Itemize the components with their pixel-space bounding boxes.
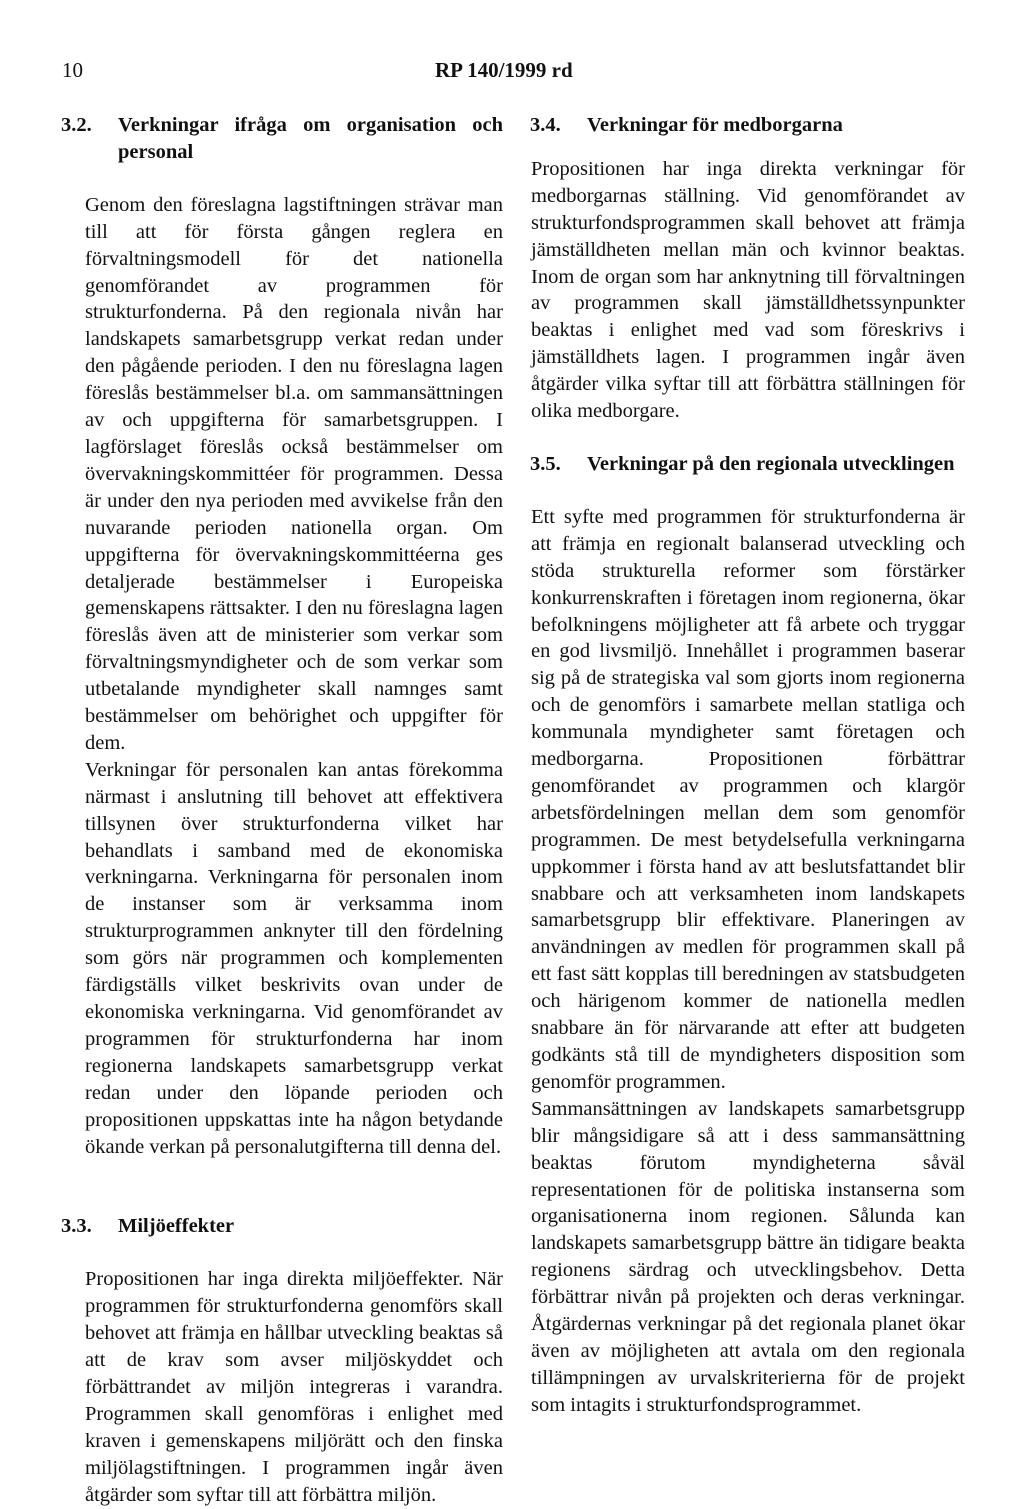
section-3-4-heading (531, 112, 965, 139)
section-3-3-paragraph-1: Propositionen har inga direkta miljöeffekter. När programmen för strukturfonderna genomförs skall behovet att främja en hållbar utveckling beaktas så att de krav som avser miljöskyddet och förbättrandet av miljön integreras i varandra. Programmen skall genomföras i enlighet med kraven i gemenskapens miljörätt och den finska miljölagstiftningen. I programmen ingår även åtgärder som syftar till att förbättra miljön. (85, 1268, 503, 1506)
section-number: 3.5. (530, 452, 561, 475)
section-3-2-paragraph-1: Genom den föreslagna lagstiftningen strävar man till att för första gången reglera en förvaltningsmodell för det nationella genomförandet av programmen för strukturfonderna. På den regionala nivån har landskapets samarbetsgrupp verkat redan under den pågående perioden. I den nu föreslagna lagen föreslås bestämmelser bl.a. om sammansättningen av och uppgifterna för samarbetsgruppen. I lagförslaget föreslås också bestämmelser om övervakningskommittéer för programmen. Dessa är under den nya perioden med avvikelse från den nuvarande perioden nationella organ. Om uppgifterna för övervakningskommittéerna ges detaljerade bestämmelser i Europeiska gemenskapens rättsakter. I den nu föreslagna lagen föreslås även att de ministerier som verkar som förvaltningsmyndigheter och de som verkar som utbetalande myndigheter skall namnges samt bestämmelser om behörighet och uppgifter för dem. (85, 193, 503, 754)
section-number: 3.4. (530, 114, 561, 136)
section-title: Verkningar för medborgarna (587, 114, 843, 136)
section-title: Miljöeffekter (118, 1215, 235, 1238)
right-column (531, 112, 965, 1419)
section-3-5-paragraph-2: Sammansättningen av landskapets samarbetsgrupp blir mångsidigare så att i dess sammansättning beaktas förutom myndigheterna såväl representationen för de politiska instanserna som organisationerna inom regionen. Sålunda kan landskapets samarbetsgrupp bättre än tidigare beakta regionens särdrag och utvecklingsbehov. Detta förbättrar nivån på projekten och deras verkningar. Åtgärdernas verkningar på det regionala planet ökar även av möjligheten att avtala om den regionala tillämpningen av urvalskriterierna för de projekt som intagits i strukturfondsprogrammet. (531, 1097, 965, 1416)
section-3-2-heading (61, 112, 503, 166)
section-3-5-paragraph-1: Ett syfte med programmen för strukturfonderna är att främja en regionalt balanserad utveckling och stöda strukturella reformer som förstärker konkurrenskraften i företagen inom regionerna, ökar befolkningens möjligheter att få arbete och tryggar en god livsmiljö. Innehållet i programmen baserar sig på de strategiska val som gjorts inom regionerna och de genomförs i samarbete mellan statliga och kommunala myndigheter samt företagen och medborgarna. Propositionen förbättrar genomförandet av programmen och klargör arbetsfördelningen mellan dem som genomför programmen. De mest betydelsefulla verkningarna uppkommer i första hand av att beslutsfattandet blir snabbare och att verksamheten inom landskapets samarbetsgrupp blir effektivare. Planeringen av användningen av medlen för programmen skall på ett fast sätt kopplas till beredningen av statsbudgeten och härigenom kommer de nationella medlen snabbare än för närvarande att efter att budgeten godkänts stå till de myndigheters disposition som genomför programmen. (531, 505, 965, 1093)
section-number: 3.3. (61, 1215, 92, 1238)
section-3-3-heading (61, 1213, 503, 1240)
section-title: Verkningar på den regionala utvecklingen (587, 452, 955, 475)
section-title: Verkningar ifråga om organisation och personal (118, 114, 503, 163)
page-number: 10 (62, 58, 83, 82)
section-number: 3.2. (61, 114, 92, 136)
left-column (61, 112, 503, 1509)
section-3-2-paragraph-2: Verkningar för personalen kan antas förekomma närmast i anslutning till behovet att effektivera tillsynen över strukturfonderna vilket har behandlats i samband med de ekonomiska verkningarna. Verkningarna för personalen inom de instanser som är verksamma inom strukturprogrammen anknyter till den fördelning som görs när programmen och komplementen färdigställs vilket beskrivits ovan under de ekonomiska verkningarna. Vid genomförandet av programmen för strukturfonderna har inom regionerna landskapets samarbetsgrupp verkat redan under den löpande perioden och propositionen uppskattas inte ha någon betydande ökande verkan på personalutgifterna till denna del. (85, 758, 503, 1158)
running-head: RP 140/1999 rd (435, 58, 573, 82)
section-3-5-heading (531, 451, 965, 478)
section-3-4-paragraph-1: Propositionen har inga direkta verkningar för medborgarnas ställning. Vid genomförandet av strukturfondsprogrammen skall behovet att främja jämställdheten mellan män och kvinnor beaktas. Inom de organ som har anknytning till förvaltningen av programmen skall jämställdhetssynpunkter beaktas i enlighet med vad som föreskrivs i jämställdhets lagen. I programmen ingår även åtgärder vilka syftar till att förbättra ställningen för olika medborgare. (531, 157, 965, 423)
